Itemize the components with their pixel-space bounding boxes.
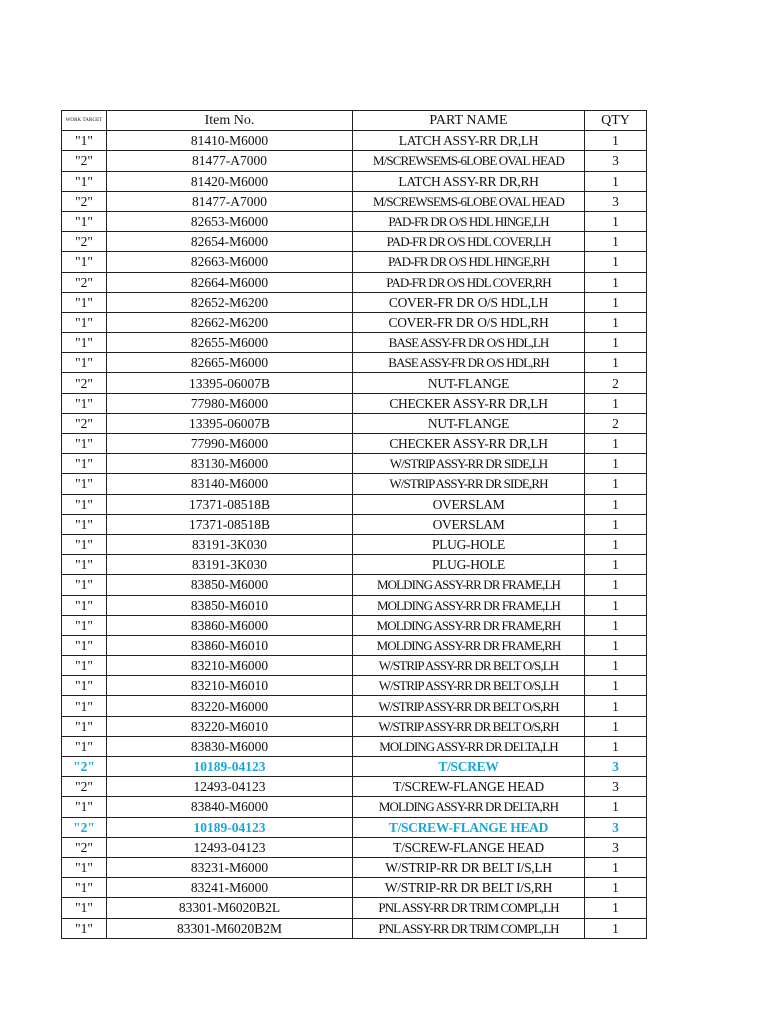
qty-cell: 3 [585,837,647,857]
qty-cell: 1 [585,736,647,756]
part-name-cell: PLUG-HOLE [353,555,585,575]
item-no-cell: 83850-M6010 [107,595,353,615]
table-row [62,656,647,676]
table-row [62,131,647,151]
table-row [62,151,647,171]
qty-cell: 1 [585,575,647,595]
table-row [62,474,647,494]
part-name-cell: COVER-FR DR O/S HDL,LH [353,292,585,312]
qty-cell: 1 [585,656,647,676]
work-target-cell: "1" [62,211,107,231]
table-row [62,615,647,635]
part-name-cell: M/SCREWSEMS-6LOBE OVAL HEAD [353,151,585,171]
table-row [62,534,647,554]
table-row [62,272,647,292]
item-no-cell: 82665-M6000 [107,353,353,373]
table-row [62,555,647,575]
work-target-cell: "2" [62,817,107,837]
part-name-cell: LATCH ASSY-RR DR,LH [353,131,585,151]
header-qty: QTY [585,111,647,131]
work-target-cell: "1" [62,534,107,554]
item-no-cell: 13395-06007B [107,373,353,393]
part-name-cell: PAD-FR DR O/S HDL HINGE,LH [353,211,585,231]
part-name-cell: T/SCREW-FLANGE HEAD [353,777,585,797]
part-name-cell: NUT-FLANGE [353,373,585,393]
item-no-cell: 77990-M6000 [107,434,353,454]
qty-cell: 1 [585,211,647,231]
header-item-no: Item No. [107,111,353,131]
work-target-cell: "1" [62,131,107,151]
qty-cell: 1 [585,353,647,373]
work-target-cell: "1" [62,878,107,898]
qty-cell: 1 [585,534,647,554]
table-row [62,232,647,252]
table-row [62,373,647,393]
item-no-cell: 82653-M6000 [107,211,353,231]
item-no-cell: 77980-M6000 [107,393,353,413]
qty-cell: 1 [585,615,647,635]
qty-cell: 1 [585,898,647,918]
work-target-cell: "1" [62,898,107,918]
item-no-cell: 83301-M6020B2L [107,898,353,918]
work-target-cell: "1" [62,736,107,756]
table-row [62,817,647,837]
part-name-cell: PNL ASSY-RR DR TRIM COMPL,LH [353,918,585,938]
work-target-cell: "1" [62,393,107,413]
part-name-cell: W/STRIP ASSY-RR DR BELT O/S,RH [353,716,585,736]
part-name-cell: W/STRIP ASSY-RR DR BELT O/S,LH [353,676,585,696]
part-name-cell: PAD-FR DR O/S HDL COVER,RH [353,272,585,292]
table-row [62,676,647,696]
work-target-cell: "1" [62,595,107,615]
work-target-cell: "1" [62,656,107,676]
qty-cell: 1 [585,555,647,575]
qty-cell: 1 [585,797,647,817]
table-row [62,494,647,514]
work-target-cell: "1" [62,474,107,494]
part-name-cell: T/SCREW-FLANGE HEAD [353,817,585,837]
table-row [62,211,647,231]
item-no-cell: 82663-M6000 [107,252,353,272]
table-row [62,434,647,454]
work-target-cell: "1" [62,716,107,736]
qty-cell: 2 [585,413,647,433]
part-name-cell: PLUG-HOLE [353,534,585,554]
part-name-cell: M/SCREWSEMS-6LOBE OVAL HEAD [353,191,585,211]
work-target-cell: "1" [62,514,107,534]
part-name-cell: T/SCREW [353,757,585,777]
work-target-cell: "2" [62,413,107,433]
qty-cell: 1 [585,635,647,655]
table-row [62,393,647,413]
part-name-cell: BASE ASSY-FR DR O/S HDL,LH [353,333,585,353]
item-no-cell: 83130-M6000 [107,454,353,474]
item-no-cell: 83140-M6000 [107,474,353,494]
item-no-cell: 12493-04123 [107,777,353,797]
qty-cell: 1 [585,676,647,696]
qty-cell: 1 [585,716,647,736]
qty-cell: 1 [585,171,647,191]
table-row [62,454,647,474]
item-no-cell: 83850-M6000 [107,575,353,595]
table-row [62,413,647,433]
part-name-cell: CHECKER ASSY-RR DR,LH [353,393,585,413]
item-no-cell: 83210-M6000 [107,656,353,676]
table-row [62,857,647,877]
item-no-cell: 83220-M6000 [107,696,353,716]
qty-cell: 1 [585,272,647,292]
item-no-cell: 83220-M6010 [107,716,353,736]
work-target-cell: "2" [62,191,107,211]
work-target-cell: "1" [62,292,107,312]
work-target-cell: "1" [62,635,107,655]
work-target-cell: "1" [62,171,107,191]
work-target-cell: "1" [62,494,107,514]
table-row [62,252,647,272]
work-target-cell: "1" [62,454,107,474]
part-name-cell: W/STRIP-RR DR BELT I/S,RH [353,878,585,898]
part-name-cell: OVERSLAM [353,514,585,534]
item-no-cell: 83860-M6010 [107,635,353,655]
work-target-cell: "1" [62,696,107,716]
table-row [62,898,647,918]
part-name-cell: MOLDING ASSY-RR DR FRAME,LH [353,575,585,595]
table-row [62,878,647,898]
qty-cell: 1 [585,494,647,514]
work-target-cell: "1" [62,312,107,332]
part-name-cell: COVER-FR DR O/S HDL,RH [353,312,585,332]
item-no-cell: 10189-04123 [107,817,353,837]
part-name-cell: W/STRIP ASSY-RR DR BELT O/S,RH [353,696,585,716]
table-row [62,292,647,312]
table-row [62,716,647,736]
table-row [62,312,647,332]
table-row [62,797,647,817]
item-no-cell: 17371-08518B [107,514,353,534]
table-row [62,736,647,756]
table-row [62,353,647,373]
table-row [62,333,647,353]
part-name-cell: T/SCREW-FLANGE HEAD [353,837,585,857]
table-row [62,595,647,615]
table-row [62,575,647,595]
qty-cell: 1 [585,696,647,716]
item-no-cell: 83860-M6000 [107,615,353,635]
table-row [62,191,647,211]
part-name-cell: NUT-FLANGE [353,413,585,433]
qty-cell: 1 [585,514,647,534]
qty-cell: 2 [585,373,647,393]
part-name-cell: W/STRIP ASSY-RR DR BELT O/S,LH [353,656,585,676]
table-row [62,918,647,938]
qty-cell: 3 [585,817,647,837]
qty-cell: 1 [585,474,647,494]
work-target-cell: "1" [62,676,107,696]
work-target-cell: "1" [62,615,107,635]
item-no-cell: 83210-M6010 [107,676,353,696]
qty-cell: 1 [585,252,647,272]
table-row [62,171,647,191]
item-no-cell: 81420-M6000 [107,171,353,191]
work-target-cell: "2" [62,151,107,171]
part-name-cell: MOLDING ASSY-RR DR DELTA,RH [353,797,585,817]
part-name-cell: MOLDING ASSY-RR DR FRAME,RH [353,615,585,635]
part-name-cell: MOLDING ASSY-RR DR FRAME,LH [353,595,585,615]
qty-cell: 3 [585,151,647,171]
qty-cell: 1 [585,131,647,151]
qty-cell: 1 [585,857,647,877]
qty-cell: 1 [585,312,647,332]
item-no-cell: 82662-M6200 [107,312,353,332]
work-target-cell: "2" [62,232,107,252]
qty-cell: 1 [585,595,647,615]
item-no-cell: 83191-3K030 [107,555,353,575]
item-no-cell: 10189-04123 [107,757,353,777]
work-target-cell: "2" [62,272,107,292]
part-name-cell: CHECKER ASSY-RR DR,LH [353,434,585,454]
table-row [62,837,647,857]
part-name-cell: MOLDING ASSY-RR DR FRAME,RH [353,635,585,655]
qty-cell: 1 [585,393,647,413]
work-target-cell: "1" [62,434,107,454]
item-no-cell: 83301-M6020B2M [107,918,353,938]
header-work-target: WORK TARGET [62,111,107,131]
item-no-cell: 83191-3K030 [107,534,353,554]
part-name-cell: W/STRIP ASSY-RR DR SIDE,LH [353,454,585,474]
work-target-cell: "2" [62,837,107,857]
work-target-cell: "1" [62,555,107,575]
part-name-cell: W/STRIP ASSY-RR DR SIDE,RH [353,474,585,494]
item-no-cell: 13395-06007B [107,413,353,433]
item-no-cell: 12493-04123 [107,837,353,857]
table-body [62,131,647,939]
table-row [62,514,647,534]
qty-cell: 1 [585,918,647,938]
part-name-cell: W/STRIP-RR DR BELT I/S,LH [353,857,585,877]
table-row [62,635,647,655]
work-target-cell: "1" [62,252,107,272]
item-no-cell: 83830-M6000 [107,736,353,756]
item-no-cell: 81477-A7000 [107,191,353,211]
part-name-cell: PNL ASSY-RR DR TRIM COMPL,LH [353,898,585,918]
table-row [62,757,647,777]
header-part-name: PART NAME [353,111,585,131]
item-no-cell: 82664-M6000 [107,272,353,292]
item-no-cell: 82654-M6000 [107,232,353,252]
item-no-cell: 83241-M6000 [107,878,353,898]
table-row [62,777,647,797]
qty-cell: 1 [585,292,647,312]
part-name-cell: OVERSLAM [353,494,585,514]
parts-table [61,110,647,939]
work-target-cell: "2" [62,757,107,777]
qty-cell: 3 [585,777,647,797]
work-target-cell: "1" [62,918,107,938]
work-target-cell: "1" [62,797,107,817]
part-name-cell: BASE ASSY-FR DR O/S HDL,RH [353,353,585,373]
part-name-cell: LATCH ASSY-RR DR,RH [353,171,585,191]
qty-cell: 3 [585,757,647,777]
table-row [62,696,647,716]
work-target-cell: "2" [62,777,107,797]
item-no-cell: 17371-08518B [107,494,353,514]
qty-cell: 1 [585,454,647,474]
work-target-cell: "2" [62,373,107,393]
work-target-cell: "1" [62,575,107,595]
item-no-cell: 82655-M6000 [107,333,353,353]
qty-cell: 1 [585,333,647,353]
item-no-cell: 81410-M6000 [107,131,353,151]
part-name-cell: PAD-FR DR O/S HDL HINGE,RH [353,252,585,272]
item-no-cell: 83840-M6000 [107,797,353,817]
work-target-cell: "1" [62,857,107,877]
work-target-cell: "1" [62,333,107,353]
item-no-cell: 83231-M6000 [107,857,353,877]
item-no-cell: 81477-A7000 [107,151,353,171]
item-no-cell: 82652-M6200 [107,292,353,312]
qty-cell: 1 [585,878,647,898]
qty-cell: 3 [585,191,647,211]
work-target-cell: "1" [62,353,107,373]
header-row [62,111,647,131]
part-name-cell: MOLDING ASSY-RR DR DELTA,LH [353,736,585,756]
part-name-cell: PAD-FR DR O/S HDL COVER,LH [353,232,585,252]
qty-cell: 1 [585,434,647,454]
qty-cell: 1 [585,232,647,252]
